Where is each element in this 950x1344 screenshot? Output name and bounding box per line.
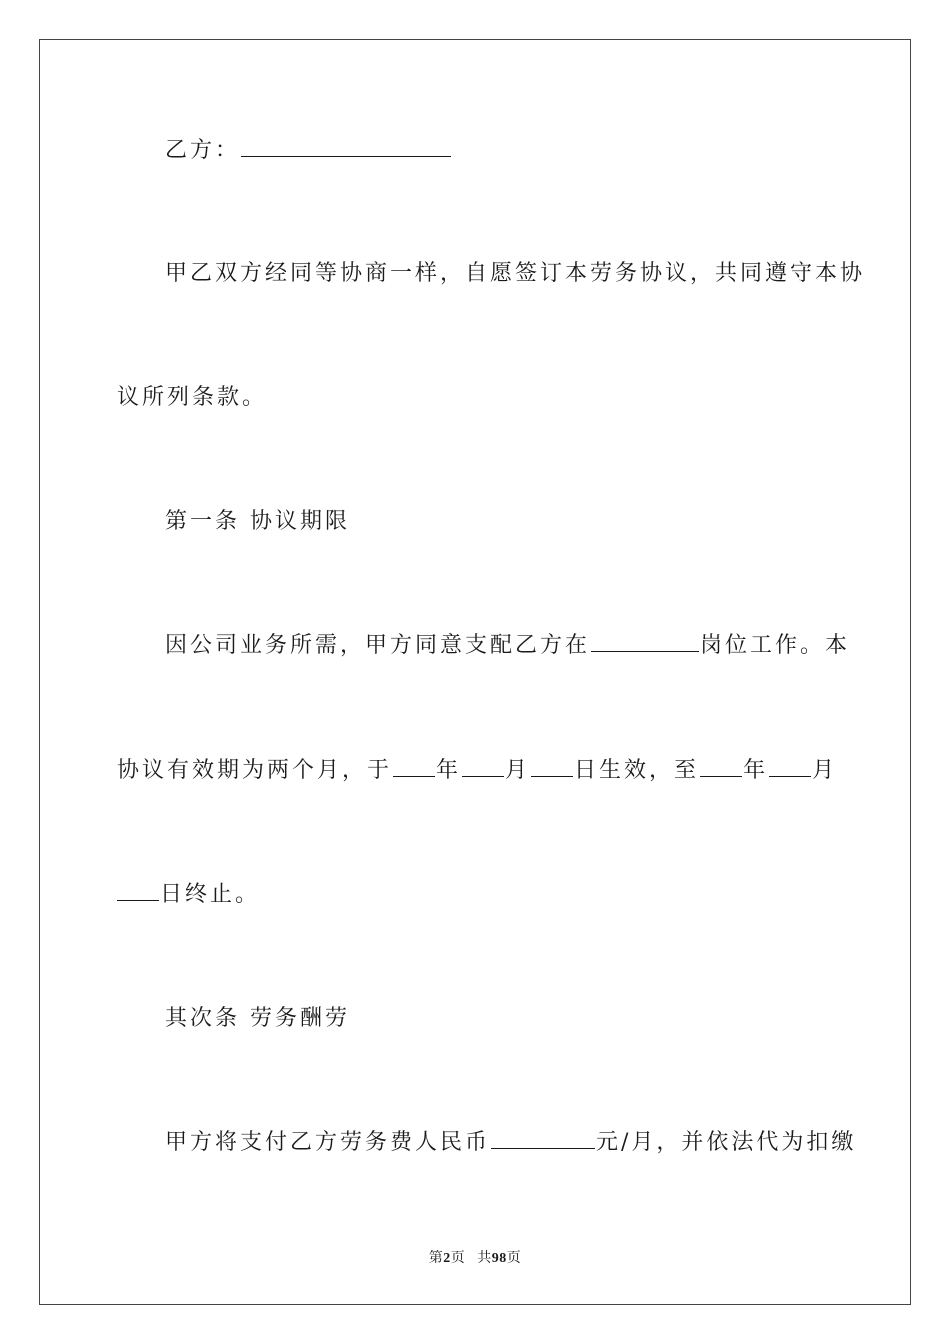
total-prefix: 共 bbox=[477, 1251, 492, 1266]
end-month-label: 月 bbox=[812, 758, 838, 783]
current-page-number: 2 bbox=[443, 1251, 451, 1266]
total-suffix: 页 bbox=[506, 1251, 522, 1266]
article-2-line-1-text-b: 元/月，并依法代为扣缴 bbox=[596, 1130, 857, 1155]
start-day-blank bbox=[531, 756, 573, 777]
start-month-blank bbox=[462, 756, 504, 777]
article-1-line-1 bbox=[165, 631, 850, 661]
position-blank bbox=[591, 631, 699, 652]
party-b-label: 乙方： bbox=[165, 138, 241, 163]
start-year-label: 年 bbox=[436, 758, 462, 783]
end-month-blank bbox=[769, 756, 811, 777]
party-b-line bbox=[165, 136, 452, 166]
article-1-line-1-text-a: 因公司业务所需，甲方同意支配乙方在 bbox=[165, 633, 591, 658]
end-year-label: 年 bbox=[743, 758, 769, 783]
article-1-heading: 第一条 协议期限 bbox=[165, 509, 350, 534]
total-page-number: 98 bbox=[491, 1251, 507, 1266]
article-1-line-3-text: 日终止。 bbox=[160, 882, 261, 907]
page-footer bbox=[0, 1247, 950, 1267]
intro-line-2: 议所列条款。 bbox=[117, 385, 268, 410]
intro-line-1: 甲乙双方经同等协商一样，自愿签订本劳务协议，共同遵守本协 bbox=[165, 261, 866, 286]
article-1-line-2 bbox=[117, 756, 837, 786]
fee-amount-blank bbox=[491, 1128, 595, 1149]
party-b-blank bbox=[241, 136, 451, 157]
page-prefix: 第 bbox=[428, 1251, 444, 1266]
article-1-line-1-text-b: 岗位工作。本 bbox=[700, 633, 851, 658]
page-border bbox=[39, 39, 911, 1305]
end-day-blank bbox=[117, 880, 159, 901]
start-month-label: 月 bbox=[505, 758, 531, 783]
start-day-label: 日生效，至 bbox=[574, 758, 700, 783]
page-suffix: 页 bbox=[450, 1251, 466, 1266]
end-year-blank bbox=[700, 756, 742, 777]
article-1-line-3 bbox=[117, 880, 260, 910]
article-1-line-2-text-a: 协议有效期为两个月，于 bbox=[117, 758, 393, 783]
article-2-line-1 bbox=[165, 1128, 856, 1158]
article-2-heading: 其次条 劳务酬劳 bbox=[165, 1006, 350, 1031]
start-year-blank bbox=[393, 756, 435, 777]
article-2-line-1-text-a: 甲方将支付乙方劳务费人民币 bbox=[165, 1130, 491, 1155]
